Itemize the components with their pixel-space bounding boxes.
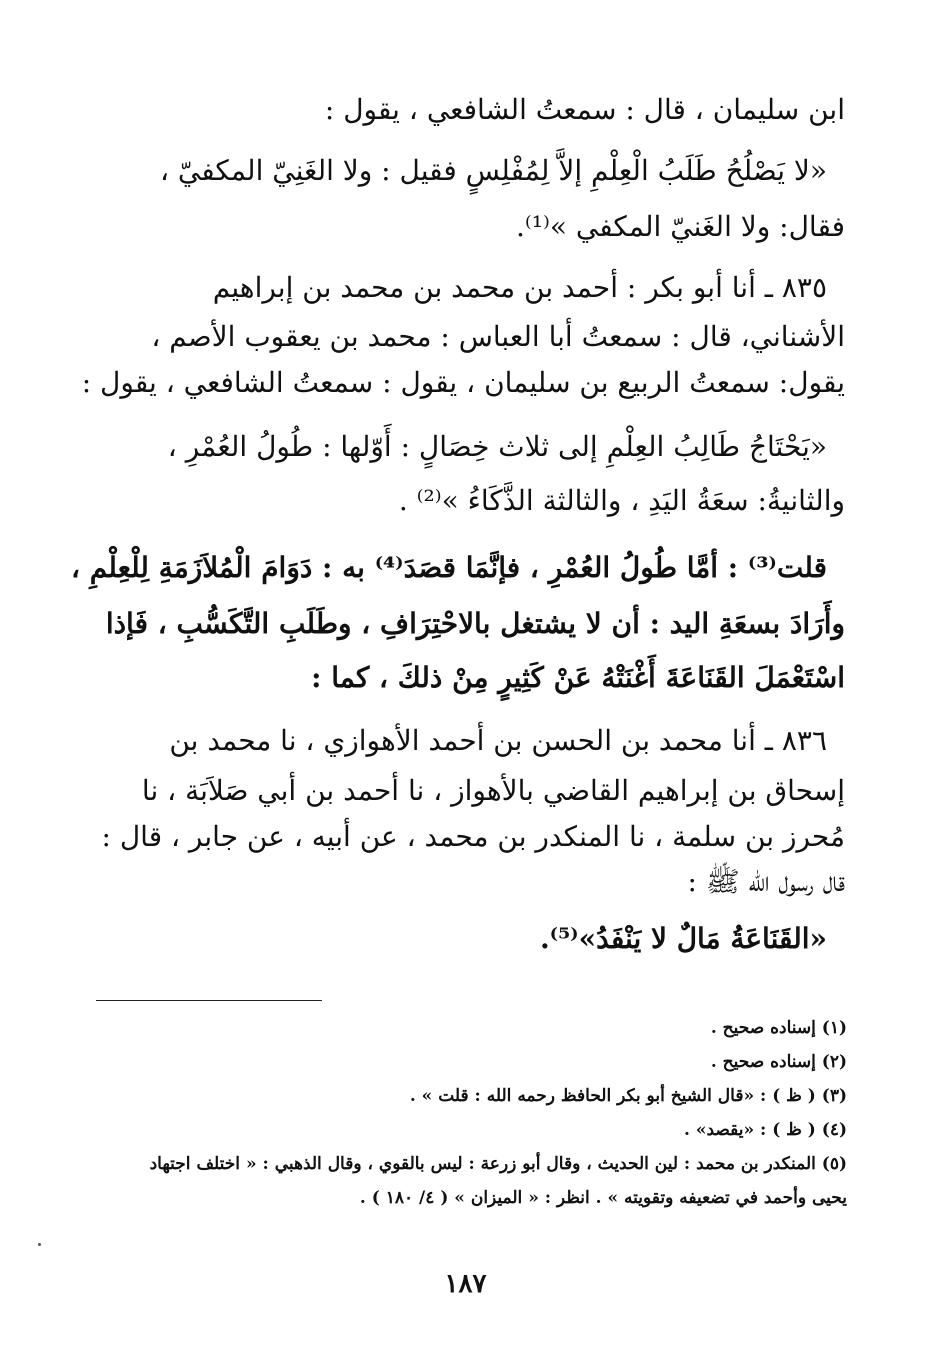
quote-line: والثانيةُ: سعَةُ اليَدِ ، والثالثة الذَّكَاءُ »⁽²⁾ .	[398, 484, 845, 517]
hadith-number-line: ٨٣٦ ـ أنا محمد بن الحسن بن أحمد الأهوازي ، نا محمد بن	[169, 724, 827, 757]
footnote: (٤) ( ظ ) : «يقصد» .	[684, 1120, 847, 1140]
text-line: قال رسول الله ﷺ :	[687, 865, 845, 898]
text-line: يقول: سمعتُ الربيع بن سليمان ، يقول : سمعتُ الشافعي ، يقول :	[81, 366, 845, 399]
text-line: إسحاق بن إبراهيم القاضي بالأهواز ، نا أحمد بن أبي صَلاَبَة ، نا	[141, 774, 845, 807]
footnote: (٥) المنكدر بن محمد : لين الحديث ، وقال أبو زرعة : ليس بالقوي ، وقال الذهبي : « اختلف اجتهاد	[149, 1154, 847, 1174]
hadith-text-line: «القَنَاعَةُ مَالٌ لا يَنْفَدُ»⁽⁵⁾.	[539, 922, 827, 955]
text-line: الأشناني، قال : سمعتُ أبا العباس : محمد بن يعقوب الأصم ،	[151, 320, 845, 353]
commentary-line: اسْتَعْمَلَ القَنَاعَةَ أَغْنَتْهُ عَنْ كَثِيرٍ مِنْ ذلكَ ، كما :	[311, 661, 845, 694]
page-number: ١٨٧	[444, 1269, 487, 1299]
footnote: (١) إسناده صحيح .	[710, 1018, 847, 1038]
commentary-line: قلت⁽³⁾ : أمَّا طُولُ العُمْرِ ، فإنَّمَا قصَدَ⁽⁴⁾ به : دَوَامَ الْمُلاَزَمَةِ لِلْعِلْمِ ،	[70, 551, 827, 584]
quote-line: فقال: ولا الغَنيّ المكفي »⁽¹⁾.	[515, 210, 845, 243]
quote-line: «لا يَصْلُحُ طَلَبُ الْعِلْمِ إلاَّ لِمُفْلِسٍ فقيل : ولا الغَنِيّ المكفيّ ،	[159, 154, 827, 187]
commentary-line: وأَرَادَ بسعَةِ اليد : أن لا يشتغل بالاحْتِرَافِ ، وطَلَبِ التَّكَسُّبِ ، فَإذا	[105, 607, 845, 640]
quote-line: «يَحْتَاجُ طَالِبُ العِلْمِ إلى ثلاث خِصَالٍ : أَوّلها : طُولُ العُمْرِ ،	[167, 430, 827, 463]
footnote: (٢) إسناده صحيح .	[710, 1052, 847, 1072]
footnote: يحيى وأحمد في تضعيفه وتقويته » . انظر : « الميزان » ( ٤/ ١٨٠ ) .	[359, 1188, 847, 1208]
footnote-separator	[96, 1000, 322, 1001]
footnote: (٣) ( ظ ) : «قال الشيخ أبو بكر الحافظ رحمه الله : قلت » .	[409, 1086, 847, 1106]
text-line: ابن سليمان ، قال : سمعتُ الشافعي ، يقول :	[324, 93, 845, 126]
scan-speck	[38, 1243, 41, 1246]
text-line: مُحرز بن سلمة ، نا المنكدر بن محمد ، عن أبيه ، عن جابر ، قال :	[101, 820, 845, 853]
hadith-number-line: ٨٣٥ ـ أنا أبو بكر : أحمد بن محمد بن محمد بن إبراهيم	[212, 271, 827, 304]
